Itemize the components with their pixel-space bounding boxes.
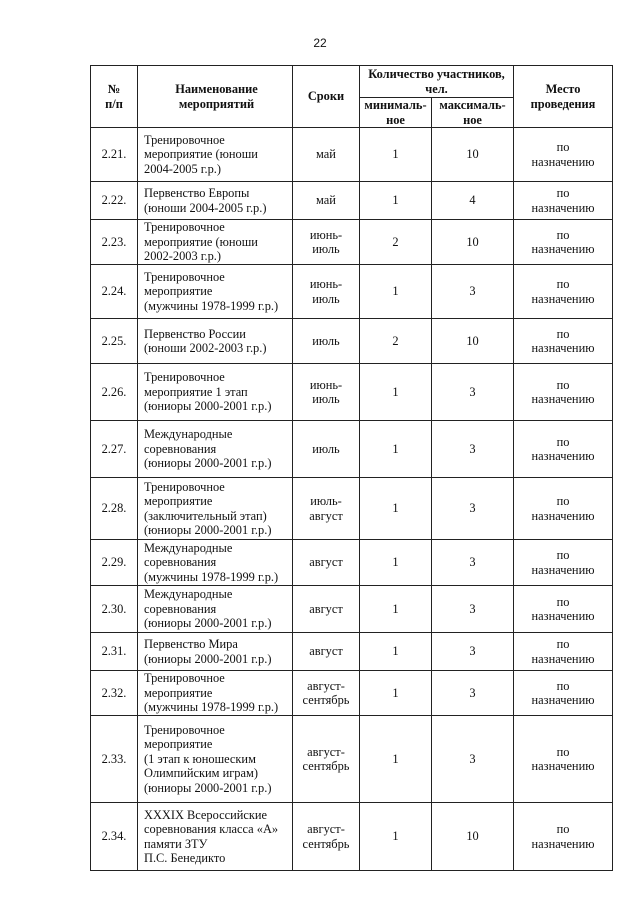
event-place: по назначению (514, 421, 613, 478)
header-term: Сроки (293, 66, 360, 128)
table-header (91, 66, 613, 128)
row-number: 2.24. (91, 265, 138, 319)
participants-max: 4 (432, 182, 514, 220)
event-term: май (293, 128, 360, 182)
event-place: по назначению (514, 182, 613, 220)
event-name: Первенство России (юноши 2002-2003 г.р.) (138, 319, 293, 364)
event-term: июль (293, 421, 360, 478)
participants-min: 2 (360, 220, 432, 265)
event-name: Тренировочное мероприятие 1 этап (юниоры 2000-2001 г.р.) (138, 364, 293, 421)
event-place: по назначению (514, 478, 613, 540)
event-name: Международные соревнования (юниоры 2000-2001 г.р.) (138, 421, 293, 478)
participants-max: 10 (432, 319, 514, 364)
event-name: Тренировочное мероприятие (1 этап к юношеским Олимпийским играм) (юниоры 2000-2001 г.р.) (138, 716, 293, 803)
participants-min: 1 (360, 716, 432, 803)
event-name: Тренировочное мероприятие (мужчины 1978-1999 г.р.) (138, 265, 293, 319)
participants-min: 1 (360, 586, 432, 633)
table-row (91, 803, 613, 871)
page-number: 22 (313, 36, 327, 50)
row-number: 2.34. (91, 803, 138, 871)
participants-max: 3 (432, 265, 514, 319)
participants-max: 10 (432, 803, 514, 871)
event-place: по назначению (514, 220, 613, 265)
participants-min: 1 (360, 364, 432, 421)
table-row (91, 182, 613, 220)
participants-min: 1 (360, 540, 432, 586)
event-name: Первенство Европы (юноши 2004-2005 г.р.) (138, 182, 293, 220)
header-max: максималь- ное (432, 98, 514, 128)
table-row (91, 540, 613, 586)
event-term: май (293, 182, 360, 220)
event-place: по назначению (514, 633, 613, 671)
event-term: июнь- июль (293, 220, 360, 265)
event-place: по назначению (514, 128, 613, 182)
event-name: Международные соревнования (юниоры 2000-2001 г.р.) (138, 586, 293, 633)
table-row (91, 421, 613, 478)
event-term: август- сентябрь (293, 803, 360, 871)
event-term: август (293, 540, 360, 586)
row-number: 2.28. (91, 478, 138, 540)
participants-min: 1 (360, 478, 432, 540)
event-term: июль (293, 319, 360, 364)
event-place: по назначению (514, 716, 613, 803)
table-row (91, 671, 613, 716)
event-term: август (293, 633, 360, 671)
event-place: по назначению (514, 540, 613, 586)
table-row (91, 265, 613, 319)
event-place: по назначению (514, 319, 613, 364)
row-number: 2.32. (91, 671, 138, 716)
header-min: минималь- ное (360, 98, 432, 128)
participants-max: 3 (432, 478, 514, 540)
row-number: 2.25. (91, 319, 138, 364)
row-number: 2.31. (91, 633, 138, 671)
event-name: Первенство Мира (юниоры 2000-2001 г.р.) (138, 633, 293, 671)
participants-max: 3 (432, 716, 514, 803)
event-name: Тренировочное мероприятие (юноши 2002-2003 г.р.) (138, 220, 293, 265)
header-participants: Количество участников, чел. (360, 66, 514, 98)
header-number: № п/п (91, 66, 138, 128)
table-row (91, 220, 613, 265)
participants-max: 3 (432, 540, 514, 586)
row-number: 2.30. (91, 586, 138, 633)
table-row (91, 128, 613, 182)
event-term: август (293, 586, 360, 633)
participants-max: 3 (432, 633, 514, 671)
event-name: XXXIX Всероссийские соревнования класса «А» памяти ЗТУ П.С. Бенедикто (138, 803, 293, 871)
row-number: 2.29. (91, 540, 138, 586)
table-row (91, 364, 613, 421)
participants-min: 1 (360, 182, 432, 220)
participants-max: 3 (432, 421, 514, 478)
row-number: 2.26. (91, 364, 138, 421)
row-number: 2.27. (91, 421, 138, 478)
participants-max: 10 (432, 128, 514, 182)
event-place: по назначению (514, 364, 613, 421)
participants-min: 1 (360, 265, 432, 319)
table-row (91, 716, 613, 803)
participants-max: 3 (432, 671, 514, 716)
event-term: июнь- июль (293, 364, 360, 421)
event-name: Тренировочное мероприятие (заключительный этап) (юниоры 2000-2001 г.р.) (138, 478, 293, 540)
participants-min: 1 (360, 421, 432, 478)
table-row (91, 319, 613, 364)
table-body (91, 128, 613, 871)
participants-min: 1 (360, 803, 432, 871)
participants-min: 1 (360, 128, 432, 182)
participants-max: 3 (432, 586, 514, 633)
event-term: июль- август (293, 478, 360, 540)
participants-max: 3 (432, 364, 514, 421)
participants-min: 2 (360, 319, 432, 364)
row-number: 2.23. (91, 220, 138, 265)
event-place: по назначению (514, 586, 613, 633)
row-number: 2.22. (91, 182, 138, 220)
event-name: Международные соревнования (мужчины 1978-1999 г.р.) (138, 540, 293, 586)
table-row (91, 633, 613, 671)
events-table (90, 65, 613, 871)
header-event-name: Наименование мероприятий (138, 66, 293, 128)
event-place: по назначению (514, 265, 613, 319)
table-row (91, 478, 613, 540)
row-number: 2.33. (91, 716, 138, 803)
row-number: 2.21. (91, 128, 138, 182)
event-name: Тренировочное мероприятие (мужчины 1978-1999 г.р.) (138, 671, 293, 716)
header-place: Место проведения (514, 66, 613, 128)
event-place: по назначению (514, 803, 613, 871)
participants-min: 1 (360, 633, 432, 671)
table-row (91, 586, 613, 633)
event-term: июнь- июль (293, 265, 360, 319)
event-term: август- сентябрь (293, 671, 360, 716)
event-name: Тренировочное мероприятие (юноши 2004-2005 г.р.) (138, 128, 293, 182)
event-term: август- сентябрь (293, 716, 360, 803)
participants-min: 1 (360, 671, 432, 716)
event-place: по назначению (514, 671, 613, 716)
participants-max: 10 (432, 220, 514, 265)
